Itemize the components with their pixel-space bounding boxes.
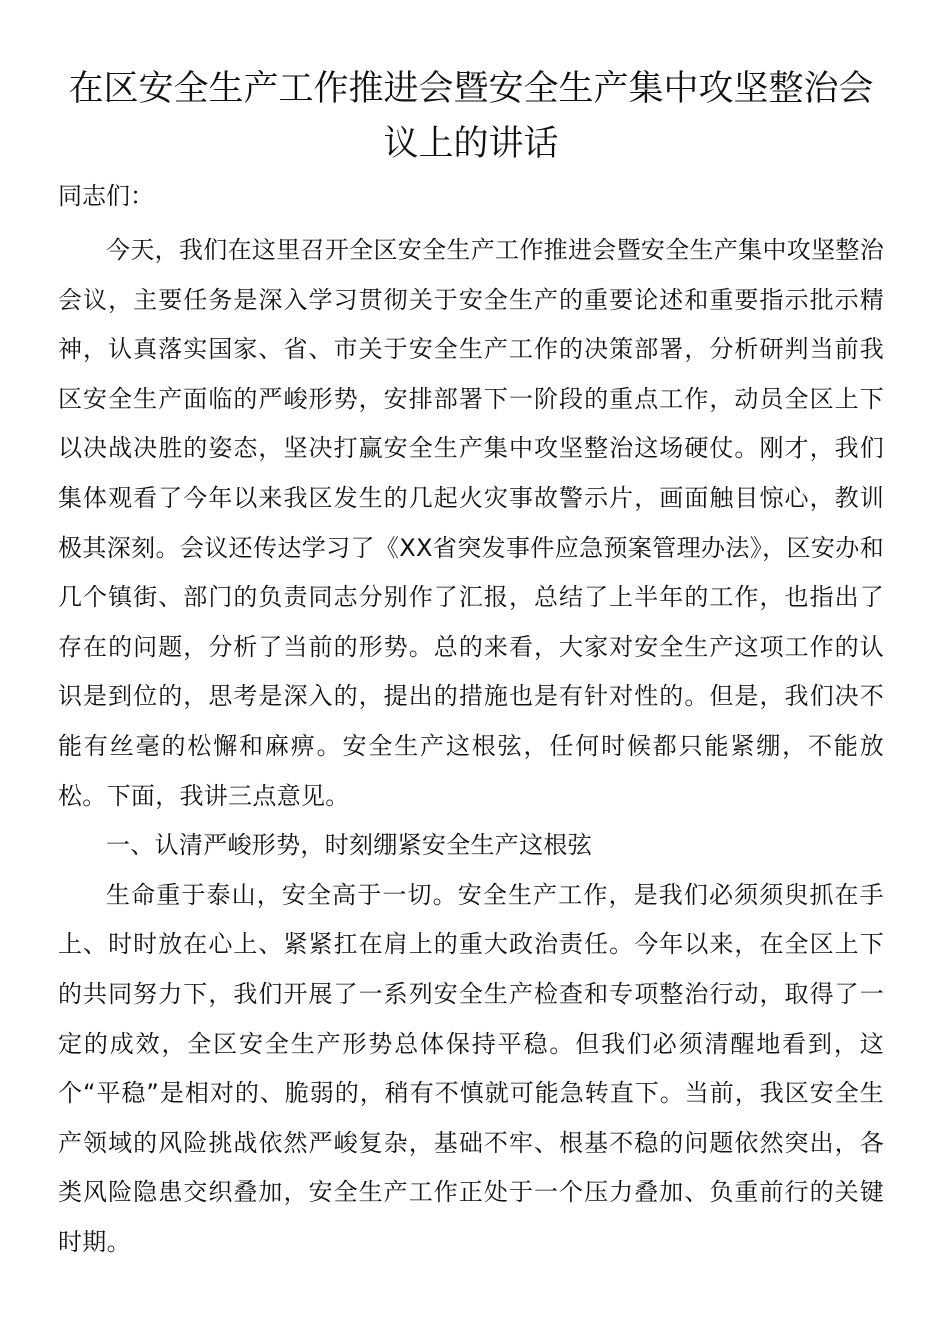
section-1-paragraph: 生命重于泰山，安全高于一切。安全生产工作，是我们必须须臾抓在手上、时时放在心上、紧紧扛在肩上的重大政治责任。今年以来，在全区上下的共同努力下，我们开展了一系列安全生产检查和专项整治行动，取得了一定的成效，全区安全生产形势总体保持平稳。但我们必须清醒地看到，这个“平稳”是相对的、脆弱的，稍有不慎就可能急转直下。当前，我区安全生产领域的风险挑战依然严峻复杂，基础不牢、根基不稳的问题依然突出，各类风险隐患交织叠加，安全生产工作正处于一个压力叠加、负重前行的关键时期。 [58, 880, 884, 1256]
document-page [58, 62, 884, 1267]
document-title: 在区安全生产工作推进会暨安全生产集中攻坚整治会议上的讲话 [68, 69, 874, 164]
salutation: 同志们： [58, 182, 154, 210]
intro-paragraph: 今天，我们在这里召开全区安全生产工作推进会暨安全生产集中攻坚整治会议，主要任务是深入学习贯彻关于安全生产的重要论述和重要指示批示精神，认真落实国家、省、市关于安全生产工作的决策部署，分析研判当前我区安全生产面临的严峻形势，安排部署下一阶段的重点工作，动员全区上下以决战决胜的姿态，坚决打赢安全生产集中攻坚整治这场硬仗。刚才，我们集体观看了今年以来我区发生的几起火灾事故警示片，画面触目惊心，教训极其深刻。会议还传达学习了《XX省突发事件应急预案管理办法》，区安办和几个镇街、部门的负责同志分别作了汇报，总结了上半年的工作，也指出了存在的问题，分析了当前的形势。总的来看，大家对安全生产这项工作的认识是到位的，思考是深入的，提出的措施也是有针对性的。但是，我们决不能有丝毫的松懈和麻痹。安全生产这根弦，任何时候都只能紧绷，不能放松。下面，我讲三点意见。 [58, 236, 884, 810]
section-heading-1: 一、认清严峻形势，时刻绷紧安全生产这根弦 [106, 831, 592, 860]
